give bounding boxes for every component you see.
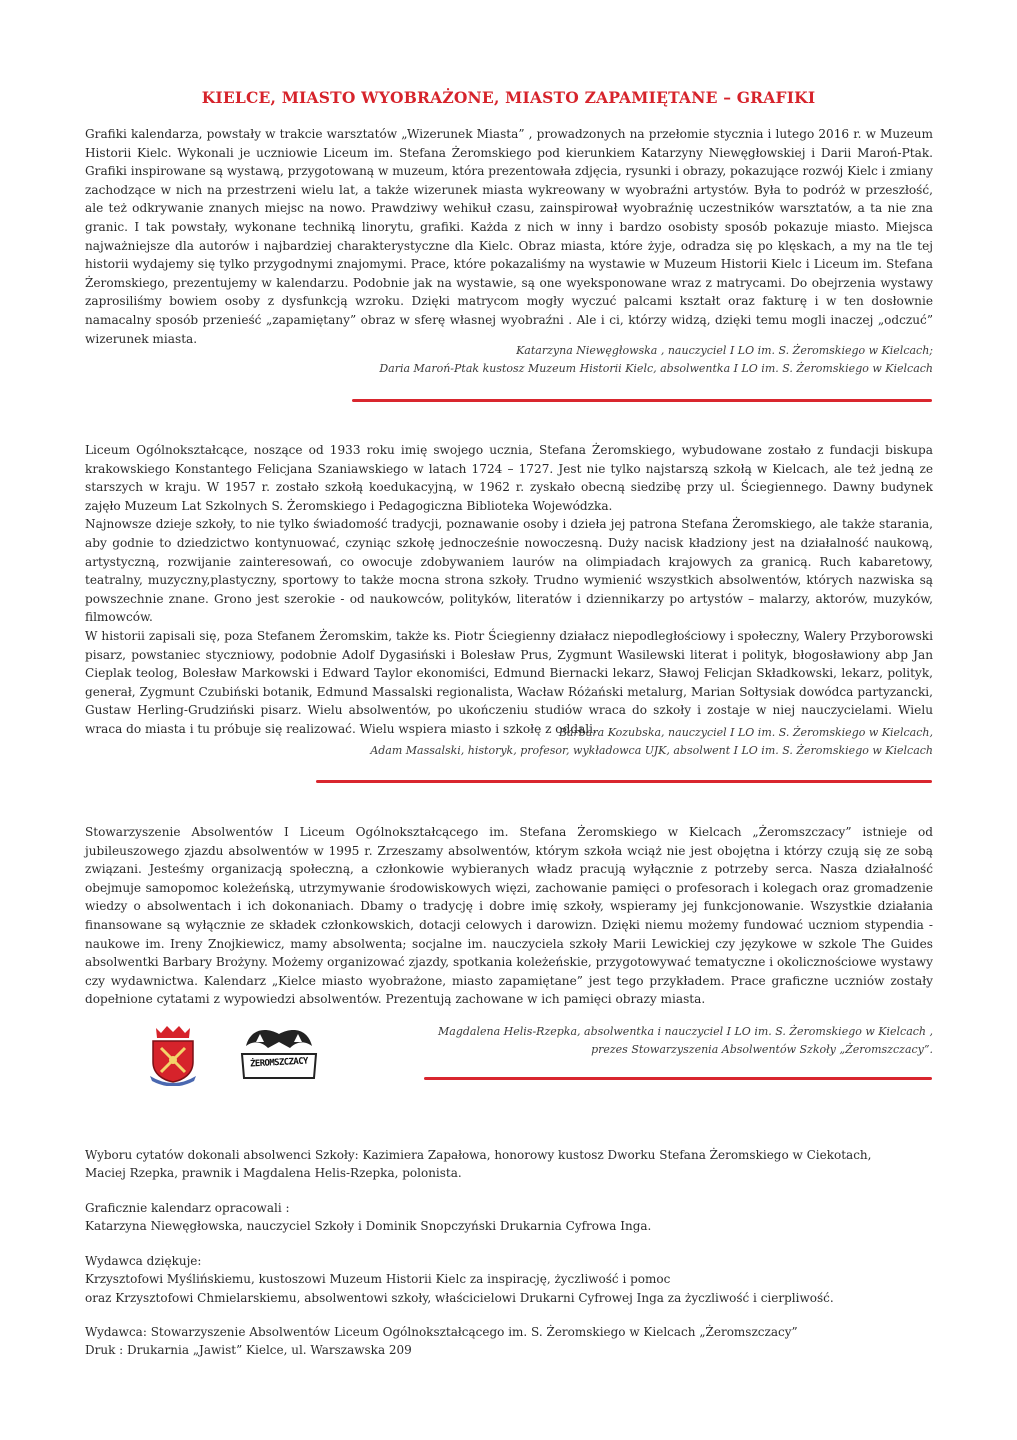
credits-line: oraz Krzysztofowi Chmielarskiemu, absolwentowi szkoły, właścicielowi Drukarni Cyfrowej Inga za życzliwość i cierpliwość.	[85, 1290, 834, 1305]
red-divider	[424, 1077, 932, 1080]
credits-line: Katarzyna Niewęgłowska, nauczyciel Szkoły i Dominik Snopczyński Drukarnia Cyfrowa Inga.	[85, 1219, 652, 1234]
signature-line: Daria Maroń-Ptak kustosz Muzeum Historii Kielc, absolwentka I LO im. S. Żeromskiego w Kielcach	[379, 362, 933, 375]
signature-line: Katarzyna Niewęgłowska , nauczyciel I LO im. S. Żeromskiego w Kielcach;	[516, 344, 933, 357]
intro-paragraph: Grafiki kalendarza, powstały w trakcie warsztatów „Wizerunek Miasta” , prowadzonych na przełomie stycznia i lutego 2016 r. w Muzeum Historii Kielc. Wykonali je uczniowie Liceum im. Stefana Żeromskiego pod kierunkiem Katarzyny Niewęgłowskiej i Darii Maroń-Ptak. Grafiki inspirowane są wystawą, przygotowaną w muzeum, która prezentowała zdjęcia, rysunki i obrazy, pokazujące rozwój Kielc i zmiany zachodzące w nich na przestrzeni wielu lat, a także wizerunek miasta wykreowany w wyobraźni artystów. Była to podróż w przeszłość, ale też odkrywanie znanych miejsc na nowo. Prawdziwy wehikuł czasu, zainspirował wyobraźnię uczestników warsztatów, a ta nie zna granic. I tak powstały, wykonane techniką linorytu, grafiki. Każda z nich w inny i bardzo osobisty sposób pokazuje miasto. Miejsca najważniejsze dla autorów i najbardziej charakterystyczne dla Kielc. Obraz miasta, które żyje, odradza się po klęskach, a my na tle tej historii wydajemy się tylko przygodnymi znajomymi. Prace, które pokazaliśmy na wystawie w Muzeum Historii Kielc i Liceum im. Stefana Żeromskiego, prezentujemy w kalendarzu. Podobnie jak na wystawie, są one wyeksponowane wraz z matrycami. Do obejrzenia wystawy zaprosiliśmy bowiem osoby z dysfunkcją wzroku. Dzięki matrycom mogły wyczuć palcami kształt oraz fakturę i w ten dosłownie namacalny sposób przenieść „zapamiętany” obraz w sferę własnej wyobraźni . Ale i ci, którzy widzą, dzięki temu mogli inaczej „odczuć” wizerunek miasta.	[85, 127, 933, 346]
credits-line: Wyboru cytatów dokonali absolwenci Szkoły: Kazimiera Zapałowa, honorowy kustosz Dworku Stefana Żeromskiego w Ciekotach,	[85, 1148, 872, 1162]
history-paragraph: W historii zapisali się, poza Stefanem Żeromskim, także ks. Piotr Ściegienny działacz niepodległościowy i społeczny, Walery Przyborowski pisarz, powstaniec styczniowy, podobnie Adolf Dygasiński i Bolesław Prus, Zygmunt Wasilewski literat i polityk, błogosławiony abp Jan Cieplak teolog, Bolesław Markowski i Edward Taylor ekonomiści, Edmund Biernacki lekarz, Sławoj Felicjan Składkowski, lekarz, polityk, generał, Zygmunt Czubiński botanik, Edmund Massalski regionalista, Wacław Różański metalurg, Marian Sołtysiak dowódca partyzancki, Gustaw Herling-Grudziński pisarz. Wielu absolwentów, po ukończeniu studiów wraca do szkoły i zostaje w niej nauczycielami. Wielu wraca do miasta i tu próbuje się realizować. Wielu wspiera miasto i szkołę z oddali.	[85, 628, 933, 736]
signature-line: Magdalena Helis-Rzepka, absolwentka i nauczyciel I LO im. S. Żeromskiego w Kielcach ,	[438, 1025, 933, 1038]
credits-line: Druk : Drukarnia „Jawist” Kielce, ul. Warszawska 209	[85, 1343, 412, 1358]
history-paragraph: Najnowsze dzieje szkoły, to nie tylko świadomość tradycji, poznawanie osoby i dzieła jej patrona Stefana Żeromskiego, ale także starania, aby godnie to dziedzictwo kontynuować, czyniąc szkołę jednocześnie nowoczesną. Duży nacisk kładziony jest na działalność naukową, artystyczną, rozwijanie zainteresowań, co owocuje zdobywaniem laurów na olimpiadach krajowych za granicą. Ruch kabaretowy, teatralny, muzyczny,plastyczny, sportowy to także mocna strona szkoły. Trudno wymienić wszystkich absolwentów, których nazwiska są powszechnie znane. Grono jest szerokie - od naukowców, polityków, literatów i dziennikarzy po artystów – malarzy, aktorów, muzyków, filmowców.	[85, 517, 933, 625]
credits-line: Maciej Rzepka, prawnik i Magdalena Helis-Rzepka, polonista.	[85, 1166, 462, 1181]
section2-signature	[370, 724, 933, 760]
signature-line: Barbara Kozubska, nauczyciel I LO im. S. Żeromskiego w Kielcach,	[558, 726, 933, 739]
red-divider	[316, 780, 932, 783]
credits-line: Krzysztofowi Myślińskiemu, kustoszowi Muzeum Historii Kielc za inspirację, życzliwość i pomoc	[85, 1272, 671, 1287]
section1-signature	[379, 342, 933, 378]
graphic-credits	[85, 1199, 945, 1236]
thanks-credits	[85, 1252, 945, 1307]
credits-line: Wydawca dziękuje:	[85, 1254, 202, 1268]
section3-signature	[438, 1023, 933, 1059]
zeromszczacy-logo	[238, 1024, 320, 1086]
credits-line: Wydawca: Stowarzyszenie Absolwentów Liceum Ogólnokształcącego im. S. Żeromskiego w Kielcach „Żeromszczacy”	[85, 1325, 798, 1339]
publisher-credits	[85, 1323, 945, 1360]
association-paragraph: Stowarzyszenie Absolwentów I Liceum Ogólnokształcącego im. Stefana Żeromskiego w Kielcach „Żeromszczacy” istnieje od jubileuszowego zjazdu absolwentów w 1995 r. Zrzeszamy absolwentów, którym szkoła wciąż nie jest obojętna i którzy czują się ze sobą związani. Jesteśmy organizacją społeczną, a członkowie wybieranych władz pracują wyłącznie z potrzeby serca. Nasza działalność obejmuje samopomoc koleżeńską, utrzymywanie środowiskowych więzi, zachowanie pamięci o profesorach i kolegach oraz gromadzenie wiedzy o absolwentach i ich dokonaniach. Dbamy o tradycję i dobre imię szkoły, wspieramy jej funkcjonowanie. Wszystkie działania finansowane są wyłącznie ze składek członkowskich, dotacji celowych i darowizn. Dzięki niemu możemy fundować uczniom stypendia - naukowe im. Ireny Znojkiewicz, mamy absolwenta; socjalne im. nauczyciela szkoły Marii Lewickiej czy językowe w szkole The Guides absolwentki Barbary Brożyny. Możemy organizować zjazdy, spotkania koleżeńskie, przygotowywać tematyczne i okolicznościowe wystawy czy wydawnictwa. Kalendarz „Kielce miasto wyobrażone, miasto zapamiętane” jest tego przykładem. Prace graficzne uczniów zostały dopełnione cytatami z wypowiedzi absolwentów. Prezentują zachowane w ich pamięci obrazy miasta.	[85, 825, 933, 1007]
signature-line: prezes Stowarzyszenia Absolwentów Szkoły „Żeromszczacy”.	[591, 1043, 933, 1056]
history-paragraph: Liceum Ogólnokształcące, noszące od 1933 roku imię swojego ucznia, Stefana Żeromskiego, wybudowane zostało z fundacji biskupa krakowskiego Konstantego Felicjana Szaniawskiego w latach 1724 – 1727. Jest nie tylko najstarszą szkołą w Kielcach, ale też jedną ze starszych w kraju. W 1957 r. zostało szkołą koedukacyjną, w 1962 r. zyskało obecną siedzibę przy ul. Ściegiennego. Dawny budynek zajęło Muzeum Lat Szkolnych S. Żeromskiego i Pedagogiczna Biblioteka Wojewódzka.	[85, 443, 933, 513]
page-title: KIELCE, MIASTO WYOBRAŻONE, MIASTO ZAPAMIĘTANE – GRAFIKI	[201, 88, 816, 107]
signature-line: Adam Massalski, historyk, profesor, wykładowca UJK, absolwent I LO im. S. Żeromskiego w Kielcach	[370, 744, 933, 757]
red-divider	[352, 399, 932, 402]
credits-line: Graficznie kalendarz opracowali :	[85, 1201, 290, 1215]
quotes-credits	[85, 1146, 945, 1183]
logo-wordmark: ŻEROMSZCZACY	[249, 1056, 309, 1070]
school-history-text	[85, 441, 933, 739]
school-crest-logo	[146, 1024, 200, 1086]
